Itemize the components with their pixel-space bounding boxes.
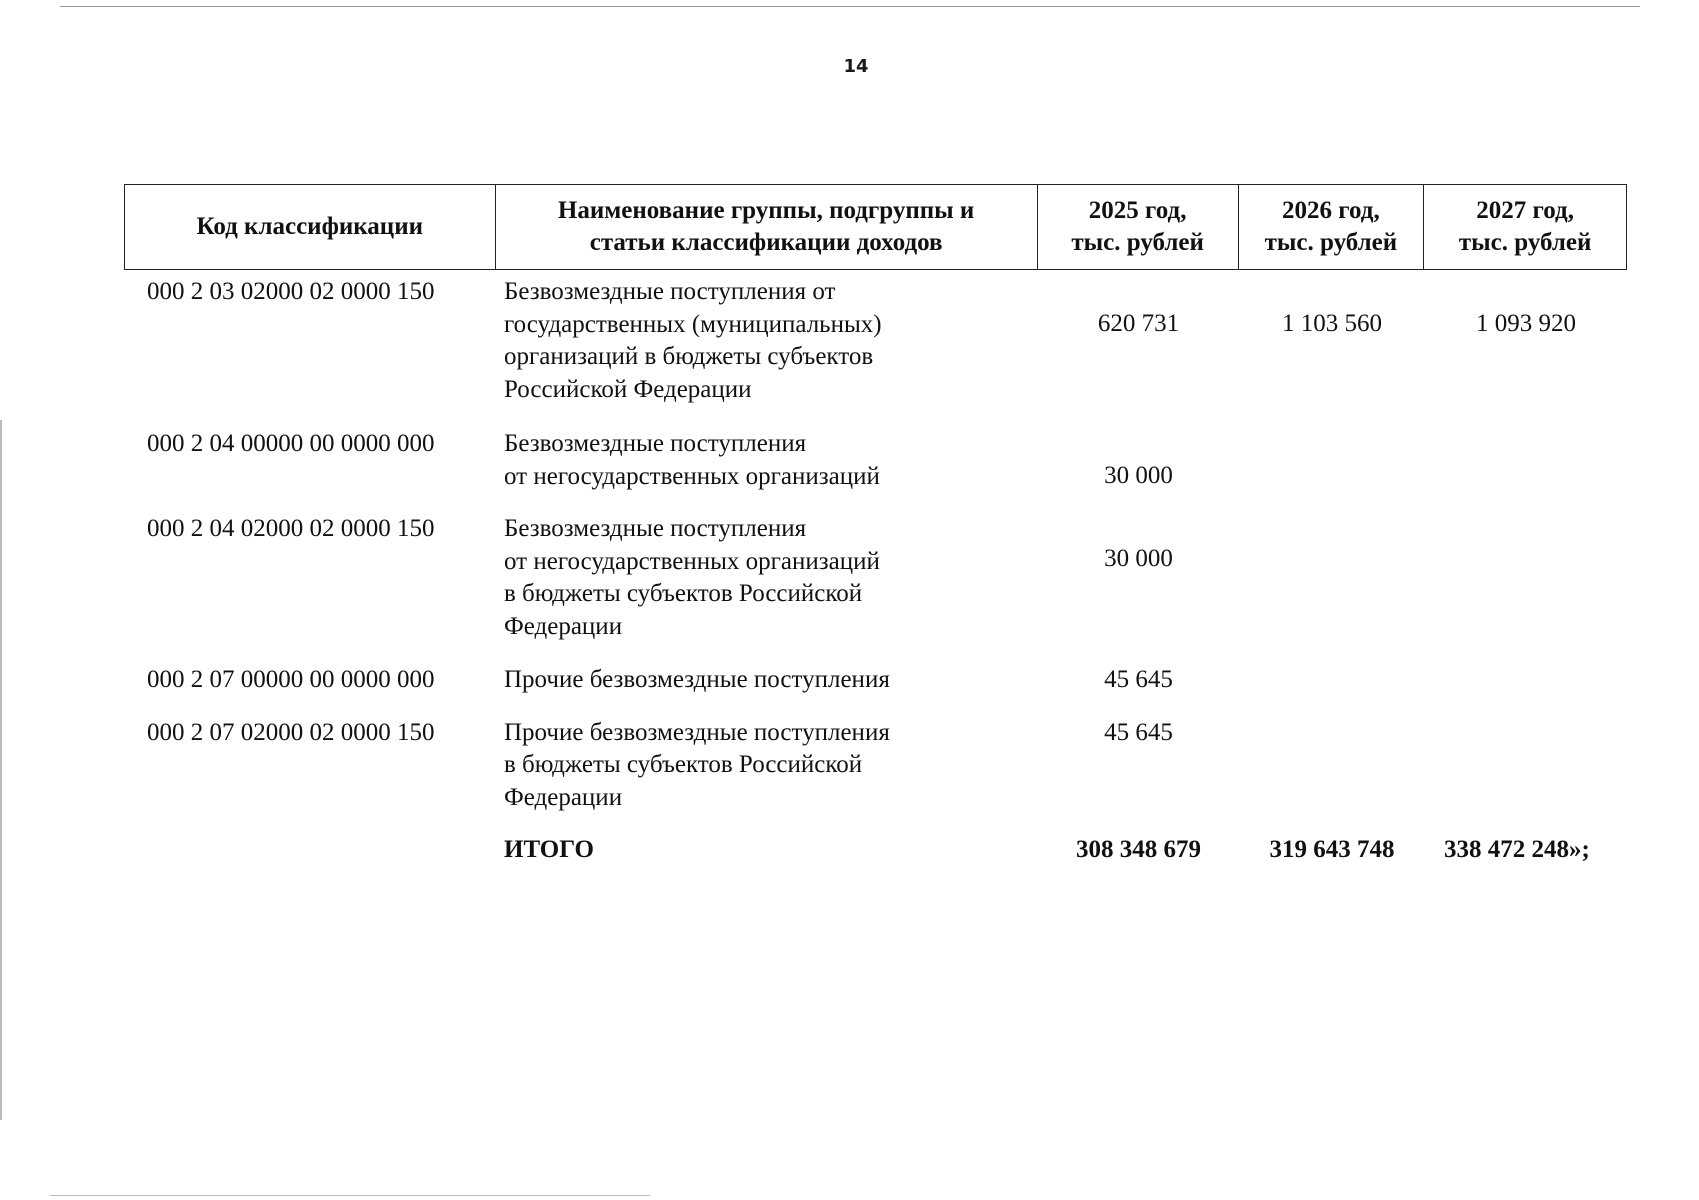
row-value-2025: 45 645 (1104, 718, 1173, 746)
header-2025 (1038, 185, 1239, 269)
scan-artifact-top-line (60, 6, 1640, 7)
table-body (124, 276, 1627, 887)
page-number: 14 (843, 56, 869, 77)
header-2025-text: 2025 год, тыс. рублей (1071, 197, 1204, 256)
header-code-text: Код классификации (196, 213, 424, 240)
row-value-2026 (1239, 513, 1425, 643)
table-row (124, 428, 1627, 493)
table-header (124, 184, 1627, 270)
header-name-text: Наименование группы, подгруппы и статьи классификации доходов (557, 197, 975, 256)
row-value-2027 (1425, 664, 1627, 697)
table-row (124, 276, 1627, 406)
row-name: Безвозмездные поступления от негосударственных организаций (504, 430, 880, 490)
row-name: Безвозмездные поступления от государственных (муниципальных) организаций в бюджеты субъектов Российской Федерации (504, 278, 882, 403)
row-code: 000 2 04 00000 00 0000 000 (147, 430, 435, 457)
row-value-2025: 620 731 (1097, 310, 1180, 337)
row-code: 000 2 07 00000 00 0000 000 (147, 666, 435, 693)
table-row (124, 513, 1627, 643)
row-value-2026 (1239, 717, 1425, 815)
row-name: Безвозмездные поступления от негосударственных организаций в бюджеты субъектов Российской Федерации (504, 515, 880, 640)
row-value-2027 (1425, 513, 1627, 643)
row-value-2026 (1239, 428, 1425, 493)
header-2027-text: 2027 год, тыс. рублей (1458, 197, 1592, 256)
row-value-2025: 45 645 (1104, 666, 1173, 693)
row-value-2025: 30 000 (1104, 545, 1173, 572)
row-value-2026 (1239, 664, 1425, 697)
row-name: Прочие безвозмездные поступления в бюджеты субъектов Российской Федерации (504, 718, 890, 811)
table-row (124, 717, 1627, 815)
scan-artifact-left-edge (0, 420, 2, 1120)
total-code-empty (124, 834, 495, 867)
header-2026-text: 2026 год, тыс. рублей (1264, 197, 1398, 256)
total-row (124, 834, 1627, 867)
row-value-2027: 1 093 920 (1476, 310, 1576, 337)
row-value-2026: 1 103 560 (1282, 310, 1382, 337)
table-row (124, 664, 1627, 697)
scan-artifact-bottom-noise (50, 1195, 650, 1196)
header-2026 (1239, 185, 1425, 269)
row-value-2025: 30 000 (1104, 462, 1173, 489)
row-name: Прочие безвозмездные поступления (504, 666, 890, 693)
row-value-2027 (1425, 428, 1627, 493)
header-2027 (1424, 185, 1626, 269)
row-code: 000 2 04 02000 02 0000 150 (147, 515, 435, 542)
total-value-2025: 308 348 679 (1076, 836, 1201, 863)
row-value-2027 (1425, 717, 1627, 815)
total-value-2026: 319 643 748 (1269, 836, 1395, 863)
row-code: 000 2 03 02000 02 0000 150 (147, 278, 435, 305)
total-label: ИТОГО (504, 836, 594, 863)
header-code (125, 185, 496, 269)
total-value-2027: 338 472 248»; (1444, 836, 1590, 863)
row-code: 000 2 07 02000 02 0000 150 (147, 718, 435, 746)
header-name (496, 185, 1038, 269)
